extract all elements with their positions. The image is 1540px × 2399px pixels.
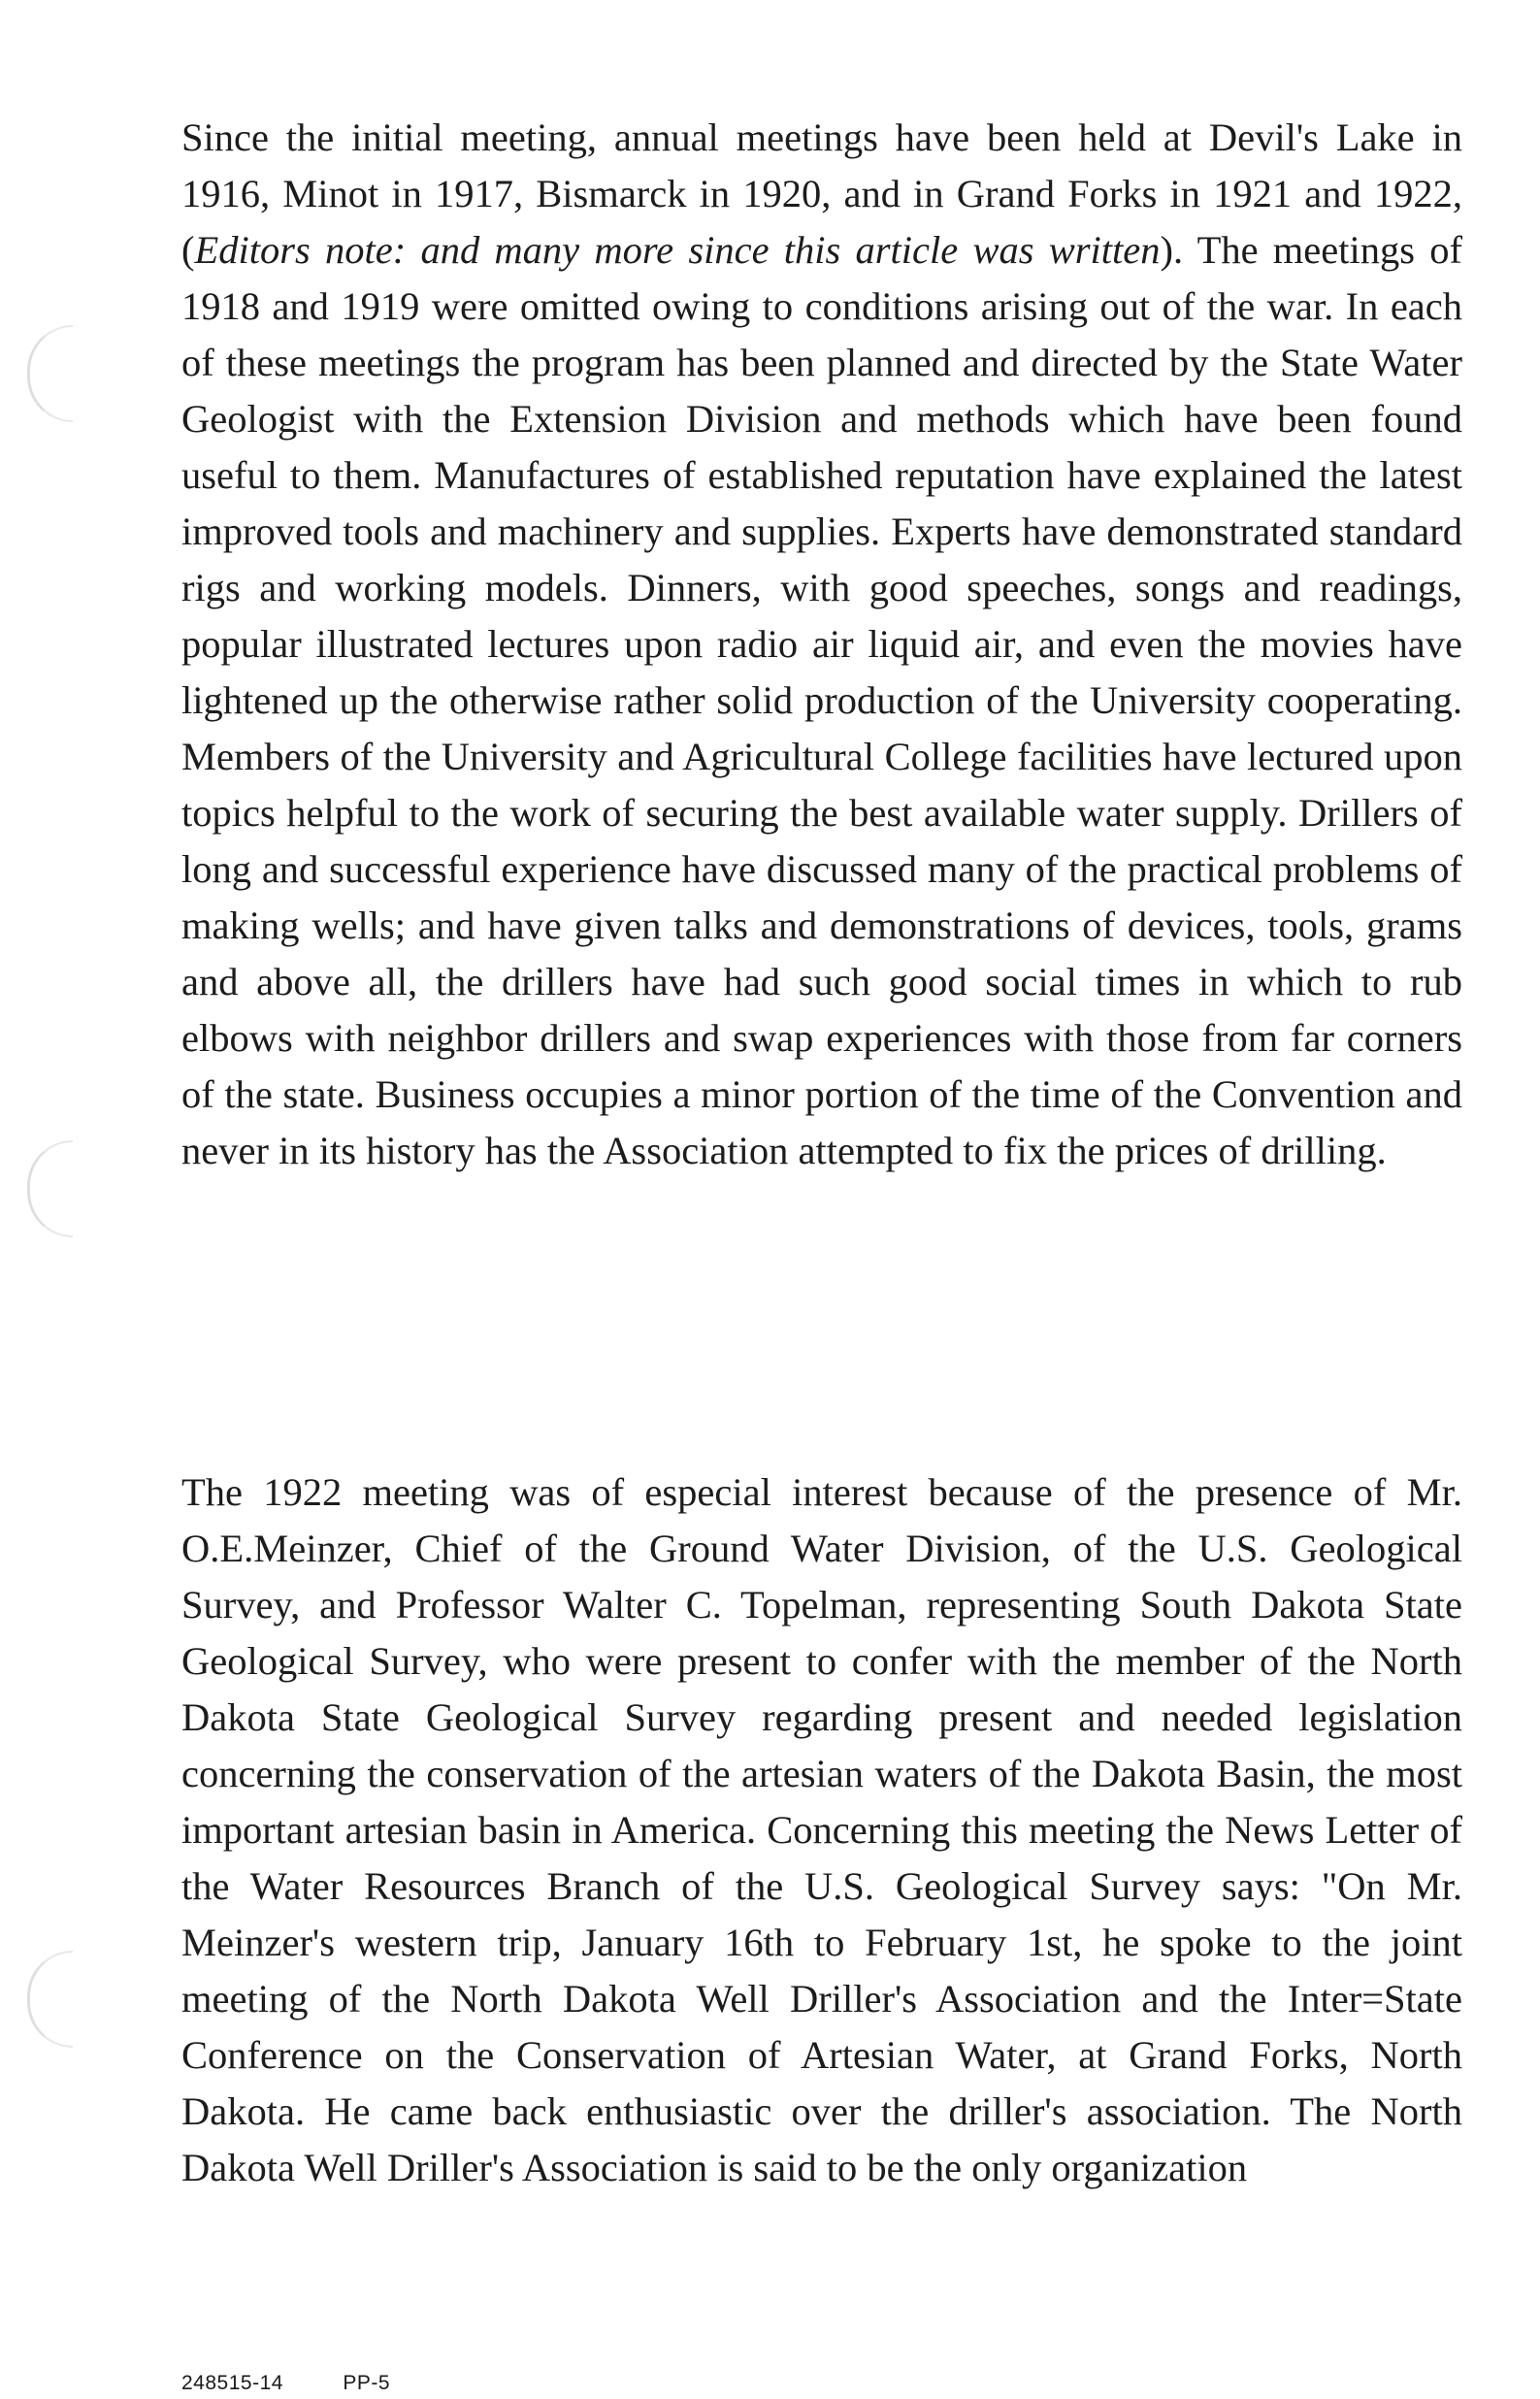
paragraph-convention-history: [181, 110, 1462, 1179]
editors-note: Editors note: and many more since this article was written: [194, 228, 1161, 272]
punch-hole-bottom: [27, 1951, 73, 2048]
document-code: 248515-14: [181, 2372, 283, 2394]
page-label: PP-5: [343, 2372, 391, 2394]
paragraph-1922-meeting: The 1922 meeting was of especial interest because of the presence of Mr. O.E.Meinzer, Chief of the Ground Water Division, of the U.S. Geological Survey, and Professor Walter C. Topelman, representing South Dakota State Geological Survey, who were present to confer with the member of the North Dakota State Geological Survey regarding present and needed legislation concerning the conservation of the artesian waters of the Dakota Basin, the most important artesian basin in America. Concerning this meeting the News Letter of the Water Resources Branch of the U.S. Geological Survey says: "On Mr. Meinzer's western trip, January 16th to February 1st, he spoke to the joint meeting of the North Dakota Well Driller's Association and the Inter=State Conference on the Conservation of Artesian Water, at Grand Forks, North Dakota. He came back enthusiastic over the driller's association. The North Dakota Well Driller's Association is said to be the only organization: [181, 1470, 1462, 2189]
page-footer: [181, 2372, 390, 2395]
paragraph-text-rest: ). The meetings of 1918 and 1919 were omitted owing to conditions arising out of the war. In each of these meetings the program has been planned and directed by the State Water Geologist with the Extension Division and methods which have been found useful to them. Manufactures of established reputation have explained the latest improved tools and machinery and supplies. Experts have demonstrated standard rigs and working models. Dinners, with good speeches, songs and readings, popular illustrated lectures upon radio air liquid air, and even the movies have lightened up the otherwise rather solid production of the University cooperating. Members of the University and Agricultural College facilities have lectured upon topics helpful to the work of securing the best available water supply. Drillers of long and successful experience have discussed many of the practical problems of making wells; and have given talks and demonstrations of devices, tools, grams and above all, the drillers have had such good social times in which to rub elbows with neighbor drillers and swap experiences with those from far corners of the state. Business occupies a minor portion of the time of the Convention and never in its history has the Association attempted to fix the prices of drilling.: [181, 228, 1462, 1172]
punch-hole-middle: [27, 1140, 73, 1237]
punch-hole-top: [27, 325, 73, 422]
paragraph-text-start: Since the initial meeting, annual meetings have been held at Devil's Lake in 1916, Minot in 1917, Bismarck in 1920, and in Grand Forks in 1921 and 1922, (: [181, 115, 1462, 272]
